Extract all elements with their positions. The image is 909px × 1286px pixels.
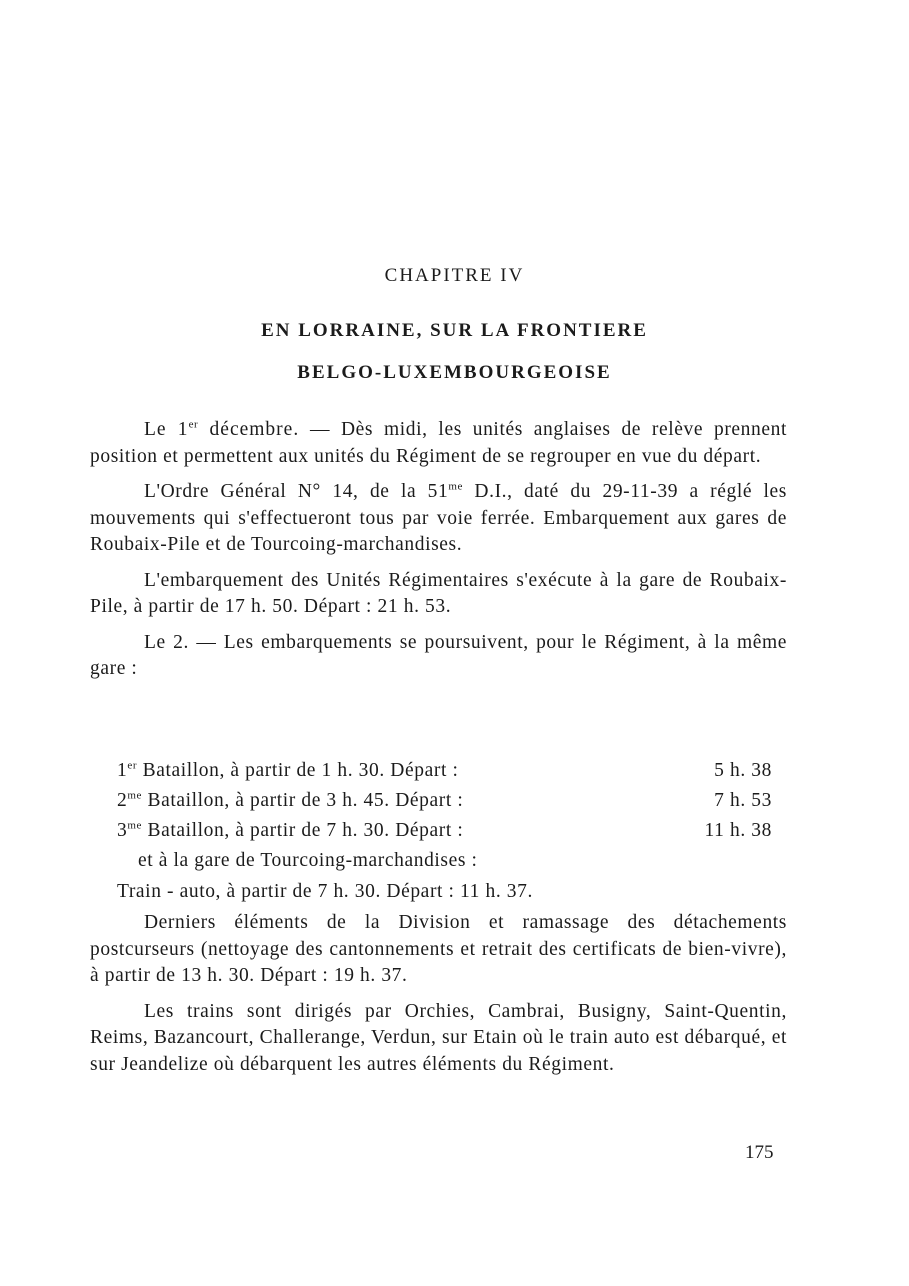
page-number: 175 xyxy=(745,1142,774,1163)
chapter-title-line-1: EN LORRAINE, SUR LA FRONTIERE xyxy=(261,320,648,341)
body-block-1 xyxy=(90,417,787,683)
paragraph-4: Le 2. — Les embarquements se poursuivent, pour le Régiment, à la même gare : xyxy=(90,631,787,679)
chapter-title-line-2: BELGO-LUXEMBOURGEOISE xyxy=(297,362,612,383)
departure-time: 11 h. 38 xyxy=(704,820,772,841)
battalion-row xyxy=(117,760,772,788)
battalion-label: 1er Bataillon, à partir de 1 h. 30. Départ : xyxy=(117,759,459,781)
date-lead: Le 1 xyxy=(144,419,189,440)
paragraph-3: L'embarquement des Unités Régimentaires s'exécute à la gare de Roubaix-Pile, à partir de 17 h. 50. Départ : 21 h. 53. xyxy=(90,569,787,617)
paragraph-1 xyxy=(90,417,787,470)
paragraph-2-a: L'Ordre Général N° 14, de la 51 xyxy=(144,481,449,502)
paragraph-2 xyxy=(90,479,787,559)
departure-time: 7 h. 53 xyxy=(714,790,772,811)
battalion-row xyxy=(117,820,772,848)
train-auto-line: Train - auto, à partir de 7 h. 30. Départ : 11 h. 37. xyxy=(117,881,533,902)
paragraph-2-sup: me xyxy=(448,480,464,493)
chapter-heading: CHAPITRE IV xyxy=(384,265,525,286)
paragraph-1-text: — Dès midi, les unités anglaises de relève prennent position et permettent aux unités du Régiment de se regrouper en vue du départ. xyxy=(90,419,787,467)
body-block-2 xyxy=(90,910,787,1078)
gare-line: et à la gare de Tourcoing-marchandises : xyxy=(138,850,478,871)
paragraph-2-b: D.I., daté du 29-11-39 a réglé les mouvements qui s'effectueront tous par voie ferrée. Embarquement aux gares de Roubaix-Pile et de Tourcoing-marchandises. xyxy=(90,481,787,555)
date-month: décembre. xyxy=(198,419,300,440)
battalion-label: $3^{me}$ Bataillon, à partir de 7 h. 30. Départ : xyxy=(117,819,464,841)
paragraph-5: Derniers éléments de la Division et ramassage des détachements postcurseurs (nettoyage des cantonnements et retrait des certificats de bien-vivre), à partir de 13 h. 30. Départ : 19 h. 37. xyxy=(90,912,787,986)
date-sup: er xyxy=(188,418,199,431)
battalion-label: $2^{me}$ Bataillon, à partir de 3 h. 45. Départ : xyxy=(117,789,464,811)
departure-time: 5 h. 38 xyxy=(714,760,772,781)
paragraph-6: Les trains sont dirigés par Orchies, Cambrai, Busigny, Saint-Quentin, Reims, Bazancourt, Challerange, Verdun, sur Etain où le train auto est débarqué, et sur Jeandelize où débarquent les autres éléments du Régiment. xyxy=(90,1000,787,1075)
battalion-row xyxy=(117,790,772,818)
